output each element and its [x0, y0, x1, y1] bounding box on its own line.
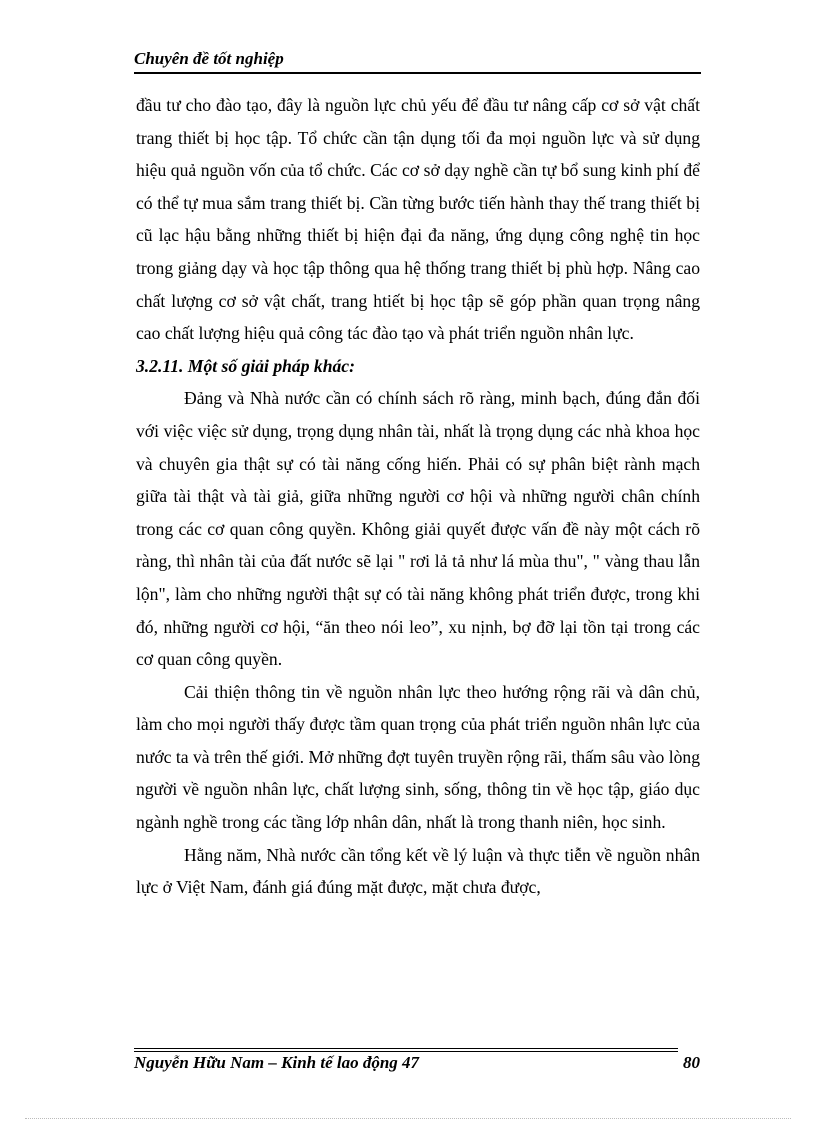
page-edge-divider	[25, 1118, 791, 1119]
page-body	[136, 89, 700, 904]
section-heading: 3.2.11. Một số giải pháp khác:	[136, 355, 355, 376]
footer-divider	[134, 1048, 678, 1049]
page-header	[134, 50, 701, 74]
body-paragraph: Cải thiện thông tin về nguồn nhân lực theo hướng rộng rãi và dân chủ, làm cho mọi người thấy được tầm quan trọng của phát triển nguồn nhân lực của nước ta và trên thế giới. Mở những đợt tuyên truyền rộng rãi, thấm sâu vào lòng người về nguồn nhân lực, chất lượng sinh, sống, thông tin về học tập, giáo dục ngành nghề trong các tầng lớp nhân dân, nhất là trong thanh niên, học sinh.	[136, 681, 700, 833]
document-title: Chuyên đề tốt nghiệp	[134, 49, 284, 68]
body-paragraph: Đảng và Nhà nước cần có chính sách rõ ràng, minh bạch, đúng đắn đối với việc việc sử dụng, trọng dụng nhân tài, nhất là trọng dụng các nhà khoa học và chuyên gia thật sự có tài năng cống hiến. Phải có sự phân biệt rành mạch giữa tài thật và tài giả, giữa những người cơ hội và những người chân chính trong các cơ quan công quyền. Không giải quyết được vấn đề này một cách rõ ràng, thì nhân tài của đất nước sẽ lại " rơi lả tả như lá mùa thu", " vàng thau lẫn lộn", làm cho những người thật sự có tài năng không phát triển được, trong khi đó, những người cơ hội, “ăn theo nói leo”, xu nịnh, bợ đỡ lại tồn tại trong các cơ quan công quyền.	[136, 388, 700, 670]
page-number: 80	[683, 1053, 700, 1072]
body-paragraph: Hằng năm, Nhà nước cần tổng kết về lý luận và thực tiễn về nguồn nhân lực ở Việt Nam, đánh giá đúng mặt được, mặt chưa được,	[136, 844, 700, 898]
footer-divider	[134, 1051, 678, 1052]
body-paragraph: đầu tư cho đào tạo, đây là nguồn lực chủ yếu để đầu tư nâng cấp cơ sở vật chất trang thiết bị học tập. Tổ chức cần tận dụng tối đa mọi nguồn lực và sử dụng hiệu quả nguồn vốn của tổ chức. Các cơ sở dạy nghề cần tự bổ sung kinh phí để có thể tự mua sắm trang thiết bị. Cần từng bước tiến hành thay thế trang thiết bị cũ lạc hậu bằng những thiết bị hiện đại đa năng, ứng dụng công nghệ tin học trong giảng dạy và học tập thông qua hệ thống trang thiết bị phù hợp. Nâng cao chất lượng cơ sở vật chất, trang htiết bị học tập sẽ góp phần quan trọng nâng cao chất lượng hiệu quả công tác đào tạo và phát triển nguồn nhân lực.	[136, 95, 700, 344]
footer-author: Nguyễn Hữu Nam – Kinh tế lao động 47	[134, 1053, 420, 1072]
